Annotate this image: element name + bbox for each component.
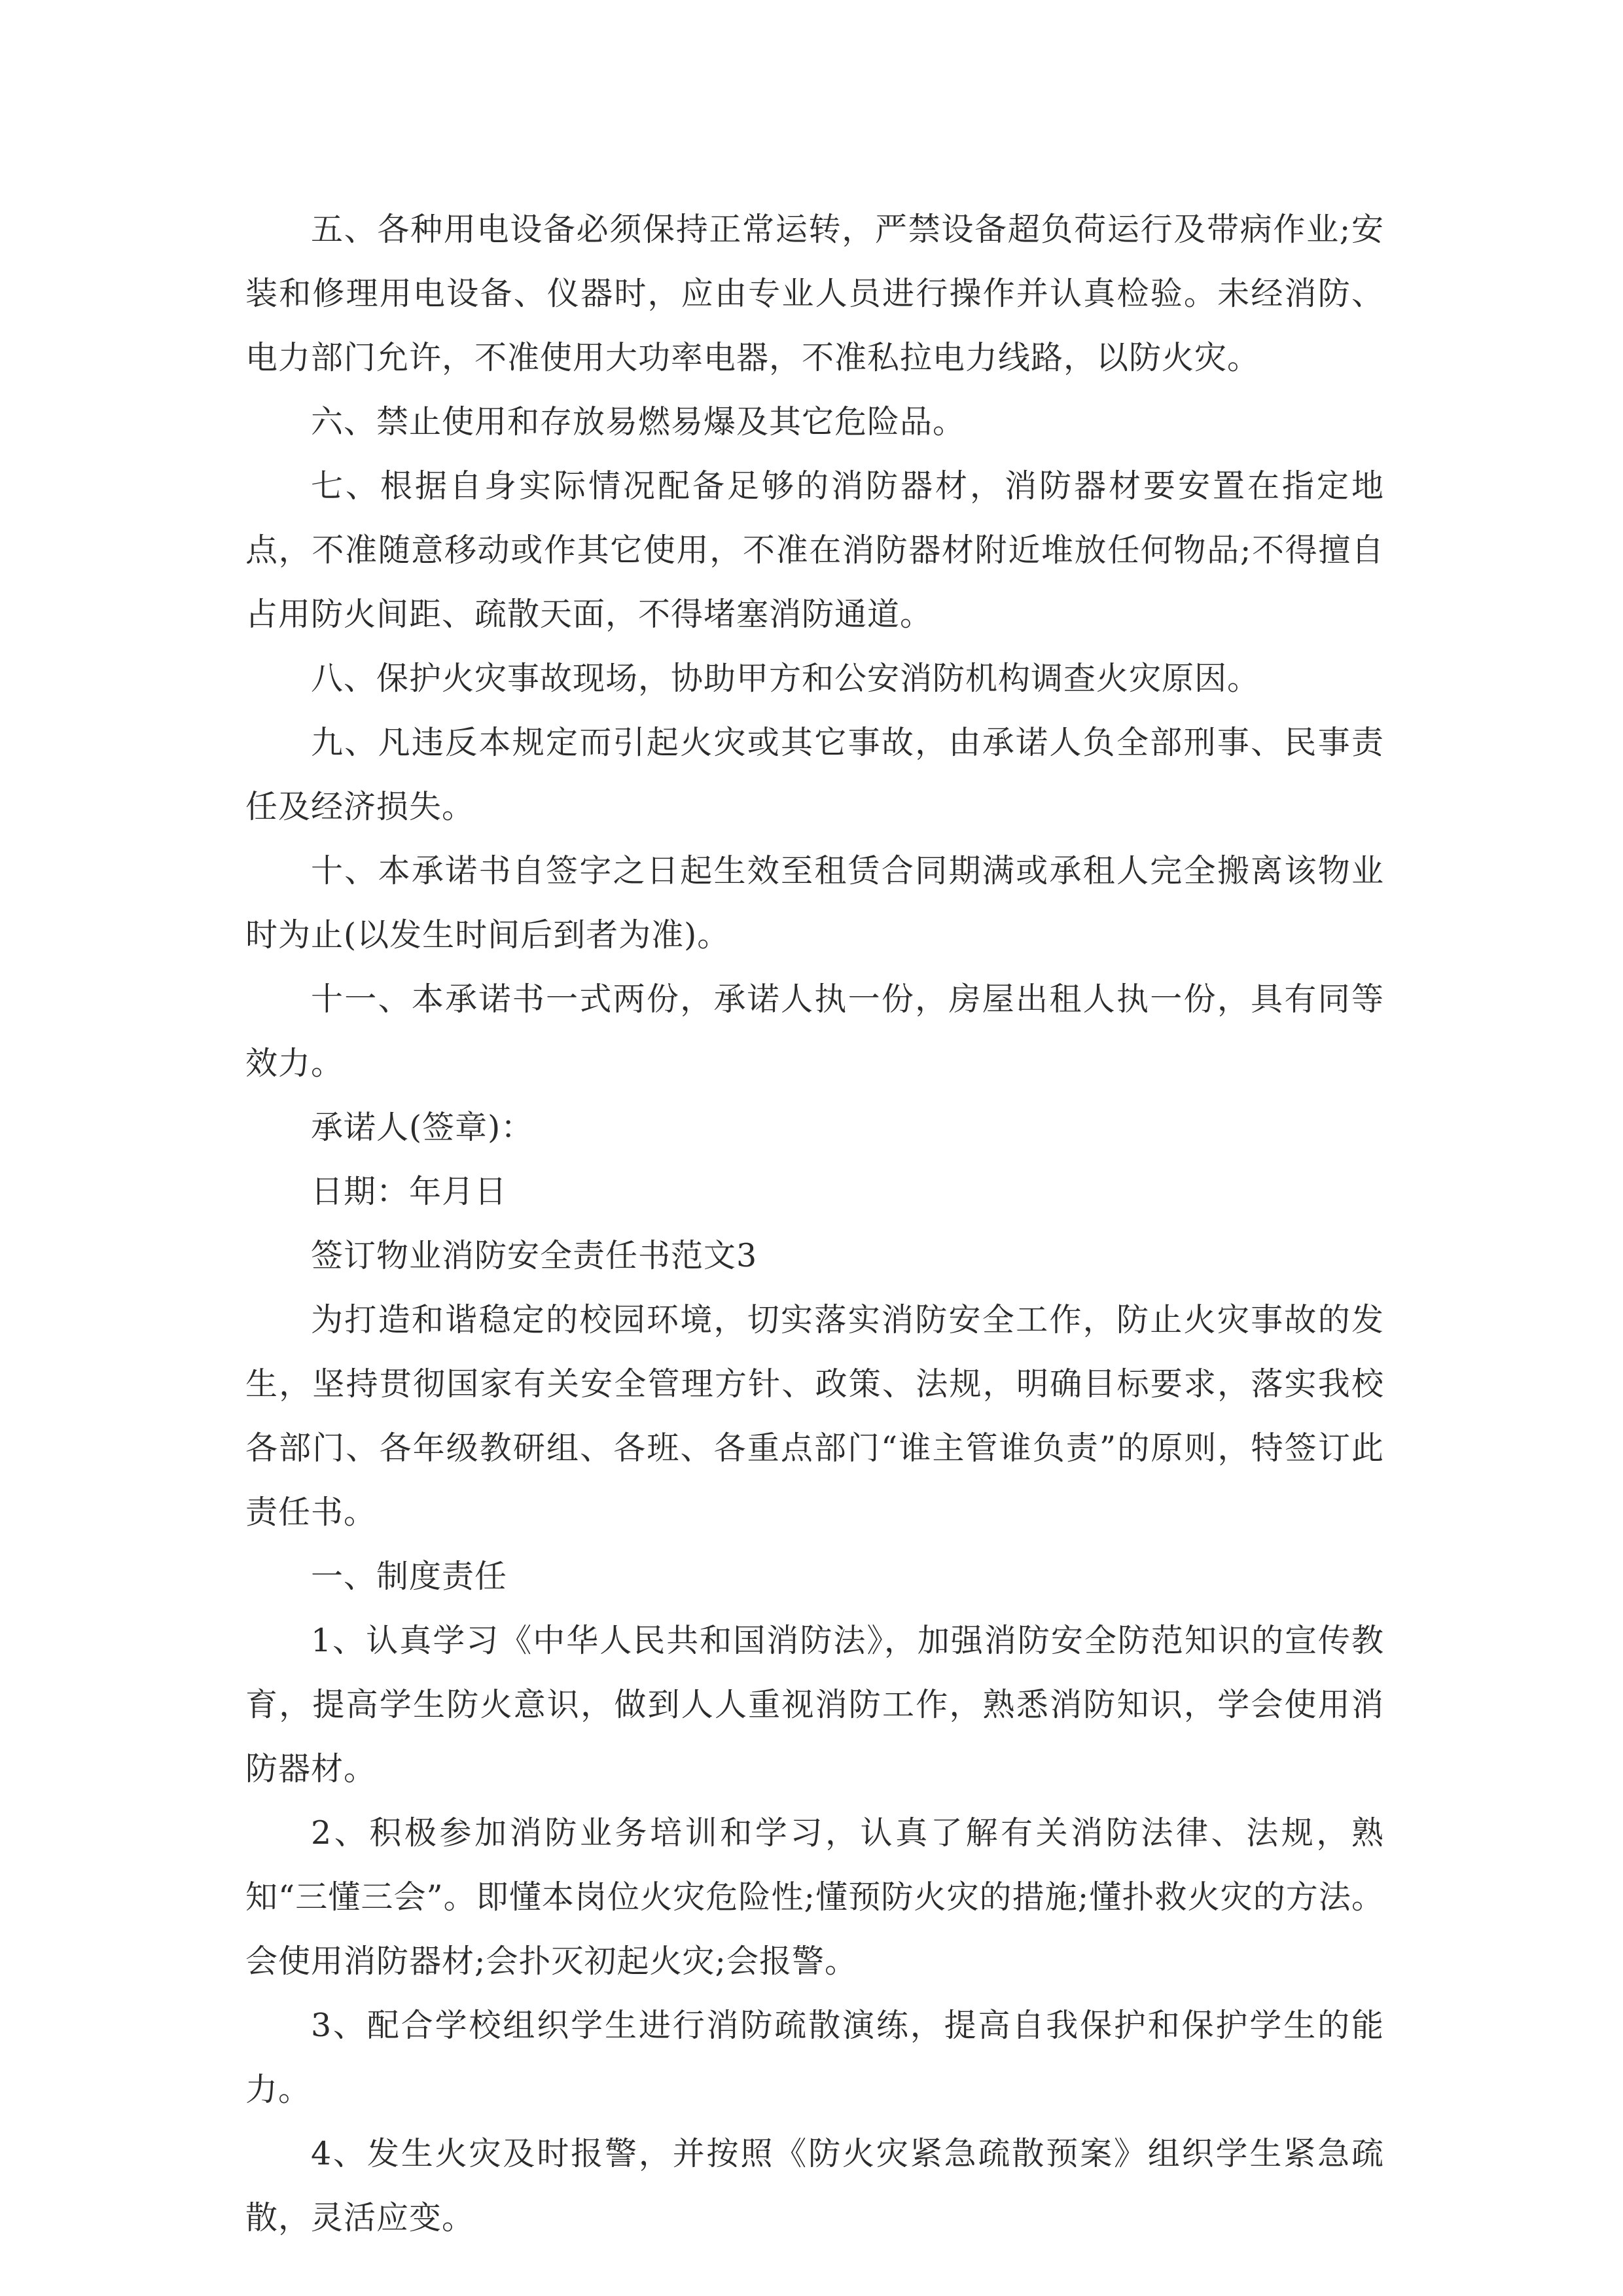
signature-line: 承诺人(签章)： [311, 1109, 534, 1146]
intro-paragraph: 为打造和谐稳定的校园环境，切实落实消防安全工作，防止火灾事故的发生，坚持贯彻国家有关安全管理方针、政策、法规，明确目标要求，落实我校各部门、各年级教研组、各班、各重点部门“谁主管谁负责”的原则，特签订此责任书。 [245, 1301, 1384, 1531]
paragraph-item-5: 五、各种用电设备必须保持正常运转，严禁设备超负荷运行及带病作业;安装和修理用电设备、仪器时，应由专业人员进行操作并认真检验。未经消防、电力部门允许，不准使用大功率电器，不准私拉电力线路，以防火灾。 [245, 211, 1384, 376]
list-item-4: 4、发生火灾及时报警，并按照《防火灾紧急疏散预案》组织学生紧急疏散，灵活应变。 [245, 2135, 1384, 2236]
document-body [245, 198, 1384, 2250]
list-item-2: 2、积极参加消防业务培训和学习，认真了解有关消防法律、法规，熟知“三懂三会”。即懂本岗位火灾危险性;懂预防火灾的措施;懂扑救火灾的方法。会使用消防器材;会扑灭初起火灾;会报警。 [245, 1814, 1384, 1980]
paragraph-item-8: 八、保护火灾事故现场，协助甲方和公安消防机构调查火灾原因。 [311, 660, 1260, 697]
list-item-3: 3、配合学校组织学生进行消防疏散演练，提高自我保护和保护学生的能力。 [245, 2007, 1384, 2108]
paragraph-item-10: 十、本承诺书自签字之日起生效至租赁合同期满或承租人完全搬离该物业时为止(以发生时间后到者为准)。 [245, 852, 1384, 954]
subsection-heading: 一、制度责任 [311, 1558, 508, 1595]
paragraph-item-6: 六、禁止使用和存放易燃易爆及其它危险品。 [311, 403, 966, 440]
paragraph-item-9: 九、凡违反本规定而引起火灾或其它事故，由承诺人负全部刑事、民事责任及经济损失。 [245, 724, 1384, 825]
section-title: 签订物业消防安全责任书范文3 [311, 1237, 758, 1274]
list-item-1: 1、认真学习《中华人民共和国消防法》，加强消防安全防范知识的宣传教育，提高学生防火意识，做到人人重视消防工作，熟悉消防知识，学会使用消防器材。 [245, 1622, 1384, 1787]
paragraph-item-11: 十一、本承诺书一式两份，承诺人执一份，房屋出租人执一份，具有同等效力。 [245, 980, 1384, 1082]
paragraph-item-7: 七、根据自身实际情况配备足够的消防器材，消防器材要安置在指定地点，不准随意移动或作其它使用，不准在消防器材附近堆放任何物品;不得擅自占用防火间距、疏散天面，不得堵塞消防通道。 [245, 467, 1384, 633]
date-line: 日期：年月日 [311, 1173, 508, 1210]
